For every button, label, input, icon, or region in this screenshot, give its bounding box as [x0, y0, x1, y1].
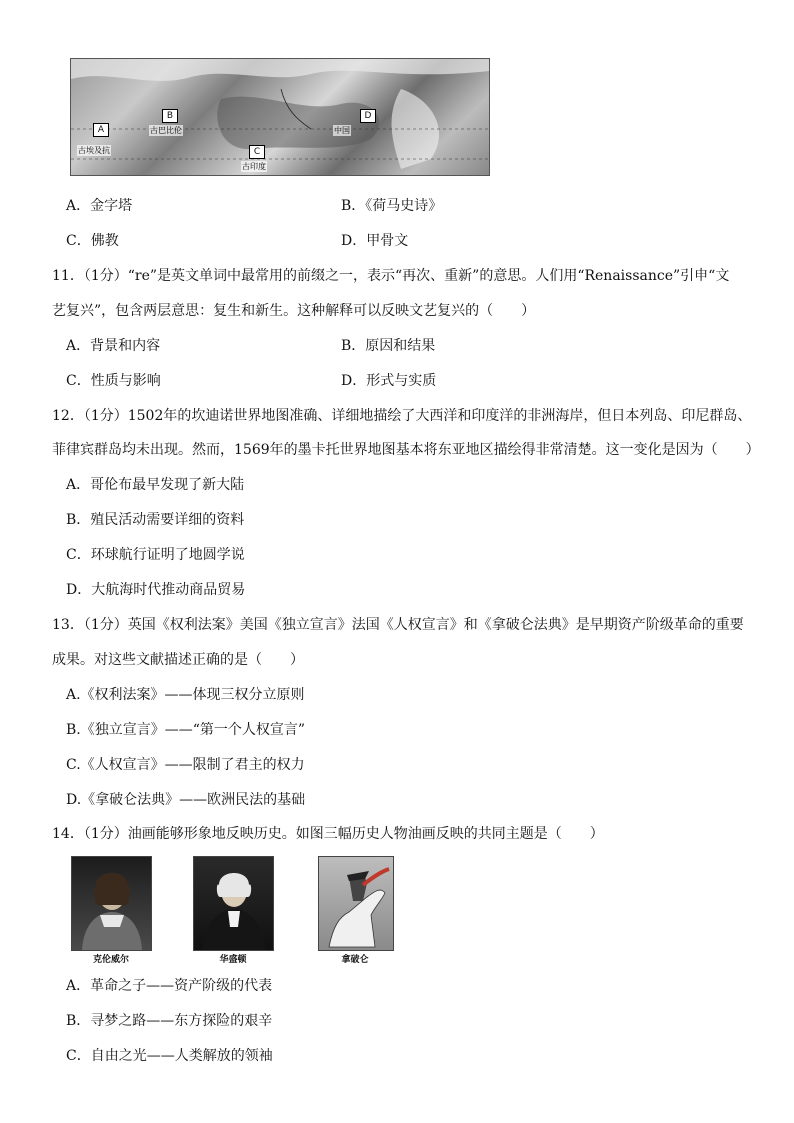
map-name-egypt: 古埃及抗: [78, 146, 110, 155]
q11-option-d[interactable]: D．形式与实质: [341, 373, 437, 389]
map-terrain: [71, 59, 489, 175]
q13-option-c[interactable]: C.《人权宣言》——限制了君主的权力: [66, 757, 305, 773]
q14-stem: 14．（1分）油画能够形象地反映历史。如图三幅历史人物油画反映的共同主题是（ ）: [52, 826, 604, 842]
caption-washington: 华盛顿: [219, 955, 247, 965]
q12-option-a[interactable]: A．哥伦布最早发现了新大陆: [66, 477, 245, 493]
q14-option-c[interactable]: C．自由之光——人类解放的领袖: [66, 1048, 273, 1064]
q11-option-a[interactable]: A．背景和内容: [66, 338, 161, 354]
q13-option-a[interactable]: A.《权利法案》——体现三权分立原则: [66, 687, 305, 703]
q10-option-d[interactable]: D．甲骨文: [341, 233, 409, 249]
map-marker-a: A: [93, 123, 109, 137]
q12-option-d[interactable]: D．大航海时代推动商品贸易: [66, 582, 246, 598]
portrait-washington-figure: [194, 857, 273, 950]
q13-stem-line1: 13．（1分）英国《权利法案》美国《独立宣言》法国《人权宣言》和《拿破仑法典》是早期资产阶级革命的重要: [52, 617, 744, 633]
portrait-napoleon-figure: [319, 857, 393, 950]
portrait-napoleon: [318, 856, 394, 951]
portrait-washington: [193, 856, 274, 951]
q11-option-c[interactable]: C．性质与影响: [66, 373, 161, 389]
q13-stem-line2: 成果。对这些文献描述正确的是（ ）: [52, 652, 304, 668]
portrait-cromwell-figure: [72, 857, 151, 950]
q11-stem-line1: 11．（1分）“re”是英文单词中最常用的前缀之一，表示“再次、重新”的意思。人们用“Renaissance”引申“文: [52, 268, 730, 284]
q13-option-d[interactable]: D.《拿破仑法典》——欧洲民法的基础: [66, 792, 306, 808]
q13-option-b[interactable]: B.《独立宣言》——“第一个人权宣言”: [66, 722, 306, 738]
map-name-babylon: 古巴比伦: [150, 126, 182, 135]
map-name-india: 古印度: [242, 162, 266, 171]
q12-stem-line1: 12．（1分）1502年的坎迪诺世界地图准确、详细地描绘了大西洋和印度洋的非洲海岸，但日本列岛、印尼群岛、: [52, 408, 752, 424]
map-marker-d: D: [360, 109, 376, 123]
q12-option-b[interactable]: B．殖民活动需要详细的资料: [66, 512, 245, 528]
q10-option-b[interactable]: B．《荷马史诗》: [341, 198, 443, 214]
map-marker-c: C: [249, 145, 265, 159]
portrait-cromwell: [71, 856, 152, 951]
q11-option-b[interactable]: B．原因和结果: [341, 338, 436, 354]
q14-option-a[interactable]: A．革命之子——资产阶级的代表: [66, 978, 273, 994]
q12-stem-line2: 菲律宾群岛均未出现。然而，1569年的墨卡托世界地图基本将东亚地区描绘得非常清楚。这一变化是因为（ ）: [52, 442, 760, 458]
map-name-china: 中国: [334, 126, 350, 135]
ancient-civilizations-map: [70, 58, 490, 176]
q11-stem-line2: 艺复兴”，包含两层意思：复生和新生。这种解释可以反映文艺复兴的（ ）: [52, 303, 536, 319]
q10-option-a[interactable]: A．金字塔: [66, 198, 133, 214]
map-marker-b: B: [162, 109, 178, 123]
caption-napoleon: 拿破仑: [341, 955, 369, 965]
q10-option-c[interactable]: C．佛教: [66, 233, 119, 249]
caption-cromwell: 克伦威尔: [92, 955, 129, 965]
q14-option-b[interactable]: B．寻梦之路——东方探险的艰辛: [66, 1013, 273, 1029]
q12-option-c[interactable]: C．环球航行证明了地圆学说: [66, 547, 245, 563]
